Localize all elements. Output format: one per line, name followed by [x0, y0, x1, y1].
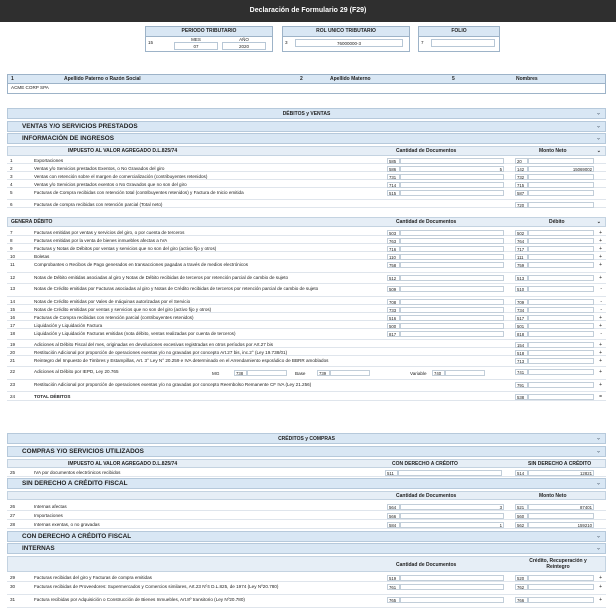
code-box: 521: [515, 504, 528, 510]
row-number: 21: [10, 358, 16, 363]
code-box: 509: [387, 286, 400, 292]
code-box: 731: [387, 174, 400, 180]
sign-indicator: +: [599, 315, 602, 321]
row-number: 4: [10, 182, 13, 187]
sign-indicator: +: [599, 275, 602, 281]
quantity-field[interactable]: [400, 286, 504, 292]
amount-field[interactable]: [528, 584, 594, 590]
row-number: 3: [10, 174, 13, 179]
row-description: Internas exentas, o no gravadas: [34, 522, 100, 527]
form-row: [7, 321, 606, 329]
quantity-field[interactable]: [400, 275, 504, 281]
folio-box: [418, 26, 500, 52]
code-box: 512: [387, 275, 400, 281]
con-derecho-title: CON DERECHO A CRÉDITO FISCAL: [22, 533, 132, 540]
sin-derecho-header: SIN DERECHO A CRÉDITO: [528, 461, 592, 467]
sin-derecho-header-row: [7, 491, 606, 500]
folio-code: 7: [421, 40, 424, 45]
amount-field[interactable]: [528, 597, 594, 603]
sign-indicator: +: [599, 350, 602, 356]
window-title: Declaración de Formulario 29 (F29): [0, 0, 616, 22]
form-row: [7, 172, 606, 180]
code-box: 734: [515, 307, 528, 313]
rol-title: ROL UNICO TRIBUTARIO: [283, 27, 409, 37]
sign-indicator: +: [599, 342, 602, 348]
code-box: 759: [515, 262, 528, 268]
row-number: 12: [10, 275, 16, 280]
code-box: 758: [387, 262, 400, 268]
iepd-field[interactable]: [247, 370, 287, 376]
row-number: 6: [10, 202, 13, 207]
form-row: [7, 348, 606, 356]
code-box: 732: [515, 174, 528, 180]
form-row: [7, 502, 606, 511]
internas-header-row: [7, 556, 606, 572]
code-box: 503: [387, 230, 400, 236]
form-row: [7, 340, 606, 348]
code-box: 510: [515, 286, 528, 292]
chevron-down-icon[interactable]: ⌄: [596, 219, 601, 225]
iepd-field[interactable]: [445, 370, 485, 376]
code2: 2: [300, 76, 303, 82]
row-description: Facturas emitidas por ventas y servicios del giro, o por cuenta de terceros: [34, 230, 185, 235]
amount-field[interactable]: [528, 286, 594, 292]
row-description: Boletas: [34, 254, 50, 259]
code-box: 708: [387, 299, 400, 305]
row-description: Ventas con retención sobre el margen de comercialización (contribuyentes retenidos): [34, 174, 208, 179]
razon-social-value[interactable]: ACME CORP SPA: [11, 85, 49, 90]
code-box: 520: [515, 575, 528, 581]
sign-indicator: =: [599, 394, 602, 400]
chevron-down-icon[interactable]: ⌄: [595, 448, 601, 454]
row-number: 26: [10, 504, 16, 509]
amount-field[interactable]: [528, 331, 594, 337]
row-number: 17: [10, 323, 16, 328]
form-row: [7, 188, 606, 200]
iva-header: IMPUESTO AL VALOR AGREGADO D.L.825/74: [68, 148, 178, 154]
sin-derecho-title: SIN DERECHO A CRÉDITO FISCAL: [22, 480, 128, 487]
contribuyente-box: [7, 74, 606, 94]
genera-cant-header: Cantidad de Documentos: [396, 219, 457, 225]
row-number: 7: [10, 230, 13, 235]
row-number: 23: [10, 382, 16, 387]
code-box: 518: [515, 350, 528, 356]
periodo-tributario: [145, 26, 273, 52]
form-row: [7, 164, 606, 172]
creditos-iva-header: [7, 459, 606, 468]
row-number: 29: [10, 575, 16, 580]
label-nombres: Nombres: [516, 76, 538, 82]
sin-monto-header: Monto Neto: [539, 493, 567, 499]
quantity-field[interactable]: [400, 575, 504, 581]
iepd-field[interactable]: [330, 370, 370, 376]
code-box: 562: [515, 522, 528, 528]
code5: 5: [452, 76, 455, 82]
debito-header: Débito: [549, 219, 565, 225]
form-row: [7, 273, 606, 284]
iva-sin-derecho-field[interactable]: 12821: [528, 470, 594, 476]
code-box: 511: [385, 470, 398, 476]
form-row: [7, 367, 606, 380]
code-box: 764: [515, 238, 528, 244]
amount-field[interactable]: [528, 358, 594, 364]
code-box: 818: [515, 331, 528, 337]
row-description: Adiciones al Débito por IEPD, Ley 20.765: [34, 369, 119, 374]
mes-label: MES: [191, 37, 201, 42]
row-description: Restitución Adicional por proporción de operaciones exentas y/o no gravadas por concepto Art.27 bis, inc.2° (Ley 19.738/01): [34, 350, 288, 355]
form-row: [7, 284, 606, 297]
sign-indicator: +: [599, 369, 602, 375]
amount-field[interactable]: [528, 575, 594, 581]
code-box: 738: [234, 370, 247, 376]
code-box: 110: [387, 254, 400, 260]
form-row: [7, 305, 606, 313]
sign-indicator: +: [599, 238, 602, 244]
sign-indicator: +: [599, 246, 602, 252]
form-row: [7, 236, 606, 244]
amount-field[interactable]: [528, 275, 594, 281]
row-description: Facturas emitidas por la venta de bienes inmuebles afectas a IVA: [34, 238, 168, 243]
form-row: [7, 356, 606, 367]
int-cant-header: Cantidad de Documentos: [396, 562, 457, 568]
form-row: [7, 329, 606, 340]
form-row: [7, 297, 606, 305]
row-description: Facturas de Compra recibidas con retención parcial (contribuyentes retenidos): [34, 315, 194, 320]
form-row: [7, 380, 606, 392]
form-row: [7, 392, 606, 401]
code-box: 740: [432, 370, 445, 376]
amount-field[interactable]: 159210: [528, 522, 594, 528]
code-box: 584: [387, 522, 400, 528]
chevron-down-icon[interactable]: ⌄: [595, 110, 601, 116]
chevron-down-icon[interactable]: ⌄: [595, 435, 601, 441]
quantity-field[interactable]: [400, 513, 504, 519]
amount-field[interactable]: [528, 513, 594, 519]
row-description: Factura recibidas por Adquisición o Construcción de Bienes Inmuebles, Art.8º transitorio (Ley Nº20.780): [34, 597, 245, 602]
sin-derecho-section[interactable]: [7, 478, 606, 489]
sign-indicator: +: [599, 382, 602, 388]
row-description: Exportaciones: [34, 158, 64, 163]
quantity-field[interactable]: [400, 584, 504, 590]
code-box: 566: [387, 513, 400, 519]
row-number: 20: [10, 350, 16, 355]
row-description: Importaciones: [34, 513, 63, 518]
row-number: 9: [10, 246, 13, 251]
row-number: 11: [10, 262, 15, 267]
monto-header: Monto Neto: [539, 148, 567, 154]
code-box: 739: [317, 370, 330, 376]
code-box: 817: [387, 331, 400, 337]
code1: 1: [11, 76, 14, 82]
row-number: 16: [10, 315, 16, 320]
sign-indicator: -: [600, 299, 602, 305]
mes-field[interactable]: 07: [174, 42, 218, 50]
info-ingresos-section[interactable]: [7, 133, 606, 144]
rut-field[interactable]: 76000000-3: [295, 39, 403, 47]
rol-code: 3: [285, 40, 288, 45]
row-number: 31: [10, 597, 16, 602]
quantity-field[interactable]: [400, 190, 504, 196]
row-number: 30: [10, 584, 16, 589]
sign-indicator: +: [599, 230, 602, 236]
row-description: Ventas y/o Servicios prestados exentos o No Gravados que no son del giro: [34, 182, 187, 187]
label-razon-social: Apellido Paterno o Razón Social: [64, 76, 141, 82]
form-row: [7, 582, 606, 595]
genera-header: GENERA DÉBITO: [11, 219, 53, 225]
folio-field[interactable]: [431, 39, 495, 47]
sign-indicator: +: [599, 323, 602, 329]
chevron-down-icon[interactable]: ⌄: [595, 135, 601, 141]
anio-label: AÑO: [239, 37, 249, 42]
code-box: 154: [515, 342, 528, 348]
creditos-title-bar[interactable]: [7, 433, 606, 444]
cant-header: Cantidad de Documentos: [396, 148, 457, 154]
row-number: 18: [10, 331, 16, 336]
debitos-title-bar[interactable]: [7, 108, 606, 119]
code-box: 791: [515, 382, 528, 388]
creditos-iva-title: IMPUESTO AL VALOR AGREGADO D.L.825/74: [68, 461, 178, 467]
amount-field[interactable]: [528, 394, 594, 400]
periodo-title: PERIODO TRIBUTARIO: [146, 27, 272, 37]
row-description: Notas de Débito emitidas asociadas al giro y Notas de Débito recibidas de terceros por retención parcial de cambio de sujeto: [34, 275, 289, 280]
quantity-field[interactable]: [400, 331, 504, 337]
row-number: 22: [10, 369, 16, 374]
row-number: 10: [10, 254, 16, 259]
row-number: 13: [10, 286, 16, 291]
form-row: [7, 573, 606, 582]
code-box: 519: [387, 575, 400, 581]
row-description: Facturas y Notas de Débitos por ventas y servicios que no son del giro (activo fijo y otros): [34, 246, 217, 251]
code-box: 20: [515, 158, 528, 164]
periodo-code: 15: [148, 40, 154, 45]
row-description: Notas de Crédito emitidas por ventas y servicios que no son del giro (activo fijo y otros): [34, 307, 212, 312]
label-apellido-materno: Apellido Materno: [330, 76, 371, 82]
code-box: 514: [515, 470, 528, 476]
code-box: 587: [515, 190, 528, 196]
code-box: 500: [387, 323, 400, 329]
chevron-down-icon[interactable]: ⌄: [596, 148, 601, 154]
code-box: 516: [387, 315, 400, 321]
row-number: 27: [10, 513, 16, 518]
code-box: 586: [387, 166, 400, 172]
code-box: 761: [387, 584, 400, 590]
quantity-field[interactable]: [400, 597, 504, 603]
row-number: 5: [10, 190, 13, 195]
sign-indicator: +: [599, 358, 602, 364]
code-box: 713: [515, 358, 528, 364]
sign-indicator: -: [600, 331, 602, 337]
amount-field[interactable]: [528, 190, 594, 196]
amount-field[interactable]: [528, 382, 594, 388]
row-description: Facturas recibidas del giro y Facturas de compra emitidas: [34, 575, 152, 580]
row-description: TOTAL DÉBITOS: [34, 394, 71, 399]
row-number: 8: [10, 238, 13, 243]
form-row: [7, 511, 606, 520]
code-box: 502: [515, 230, 528, 236]
form-row: [7, 200, 606, 208]
int-credito-header: Crédito, Recuperación y Reintegro: [529, 558, 587, 570]
sign-indicator: +: [599, 254, 602, 260]
chevron-down-icon[interactable]: ⌄: [595, 123, 601, 129]
ventas-title: VENTAS Y/O SERVICIOS PRESTADOS: [22, 123, 138, 130]
folio-title: FOLIO: [419, 27, 499, 37]
amount-field[interactable]: 87401: [528, 504, 594, 510]
code-box: 517: [515, 315, 528, 321]
row-number: 28: [10, 522, 16, 527]
form-row: [7, 468, 606, 477]
row-description: Restitución Adicional por proporción de operaciones exentas y/o no gravadas por concepto Reembolso Remanente CF IVA (Ley 21.256): [34, 382, 312, 387]
code-box: 538: [515, 394, 528, 400]
code-box: 766: [515, 597, 528, 603]
chevron-down-icon[interactable]: ⌄: [595, 480, 601, 486]
row-description: Notas de Crédito emitidas por Facturas asociadas al giro y Notas de Crédito recibidas de terceros por retención parcial de cambio de sujeto: [34, 286, 319, 291]
code-box: 142: [515, 166, 528, 172]
form-row: [7, 244, 606, 252]
anio-field[interactable]: 2020: [222, 42, 266, 50]
creditos-title: CRÉDITOS y COMPRAS: [278, 436, 335, 442]
code-box: 501: [515, 323, 528, 329]
code-box: 560: [515, 513, 528, 519]
form-row: [7, 313, 606, 321]
sign-indicator: +: [599, 262, 602, 268]
code-box: 714: [387, 182, 400, 188]
row-description: Ventas y/o Servicios prestados Exentos, o No Gravados del giro: [34, 166, 165, 171]
sin-cant-header: Cantidad de Documentos: [396, 493, 457, 499]
amount-field[interactable]: [528, 202, 594, 208]
amount-field[interactable]: [528, 369, 594, 375]
internas-section[interactable]: [7, 543, 606, 554]
code-box: 763: [387, 238, 400, 244]
row-number: 25: [10, 470, 16, 475]
quantity-field[interactable]: 1: [400, 522, 504, 528]
row-description: Liquidación y Liquidación Facturas emitidas (nota débito, ventas realizadas por cuenta de terceros): [34, 331, 236, 336]
row-description: Facturas recibidas de Proveedores: Supermercados y Comercios similares, Art.23 Nº4 D.L.825, de 1974 (Ley Nº20.780): [34, 584, 279, 589]
sign-indicator: +: [599, 575, 602, 581]
code-box: 513: [515, 275, 528, 281]
code-box: 564: [387, 504, 400, 510]
quantity-field[interactable]: 3: [400, 504, 504, 510]
row-description: Internas afectas: [34, 504, 67, 509]
row-number: 24: [10, 394, 16, 399]
iepd-label: MG: [212, 371, 220, 376]
chevron-down-icon[interactable]: ⌄: [595, 545, 601, 551]
row-description: Facturas de compra recibidas con retención parcial (Total neto): [34, 202, 163, 207]
code-box: 733: [387, 307, 400, 313]
code-box: 716: [387, 246, 400, 252]
amount-field[interactable]: 15069002: [528, 166, 594, 172]
iepd-label: Variable: [410, 371, 427, 376]
code-box: 111: [515, 254, 528, 260]
contribuyente-header: [8, 75, 605, 84]
code-box: 515: [387, 190, 400, 196]
row-description: Facturas de Compra recibidas con retención total (contribuyentes retenidos) y Factura de Inicio emitida: [34, 190, 244, 195]
row-number: 14: [10, 299, 16, 304]
form-row: [7, 260, 606, 273]
quantity-field[interactable]: [400, 262, 504, 268]
compras-title: COMPRAS Y/O SERVICIOS UTILIZADOS: [22, 448, 144, 455]
row-description: Adiciones al Débito Fiscal del mes, originadas en devoluciones excesivas registradas en otros períodos por Art.27 bis: [34, 342, 274, 347]
code-box: 762: [515, 584, 528, 590]
row-number: 19: [10, 342, 16, 347]
row-description: Liquidación y Liquidación Factura: [34, 323, 103, 328]
row-description: Notas de Crédito emitidas por Vales de máquinas autorizadas por el Servicio: [34, 299, 191, 304]
debitos-title: DÉBITOS y VENTAS: [282, 111, 331, 117]
internas-title: INTERNAS: [22, 545, 55, 552]
row-number: 2: [10, 166, 13, 171]
info-ingresos-title: INFORMACIÓN DE INGRESOS: [22, 135, 114, 142]
iva-con-derecho-field[interactable]: [398, 470, 502, 476]
quantity-field[interactable]: 5: [400, 166, 504, 172]
row-number: 15: [10, 307, 16, 312]
code-box: 715: [515, 182, 528, 188]
row-description: Reintegro del Impuesto de Timbres y Estampillas, Art. 3° Ley N° 20.259 e IVA determinado en el Arrendamiento esporádico de BBRR amoblados: [34, 358, 329, 363]
sign-indicator: -: [600, 307, 602, 313]
con-derecho-header: CON DERECHO A CRÉDITO: [392, 461, 458, 467]
code-box: 585: [387, 158, 400, 164]
form-row: [7, 180, 606, 188]
code-box: 717: [515, 246, 528, 252]
form-row: [7, 520, 606, 529]
row-description: IVA por documentos electrónicos recibidos: [34, 470, 121, 475]
sign-indicator: -: [600, 286, 602, 292]
sign-indicator: +: [599, 584, 602, 590]
form-row: [7, 228, 606, 236]
amount-field[interactable]: [528, 262, 594, 268]
code-box: 709: [515, 299, 528, 305]
iva-header-row: [7, 146, 606, 156]
compras-section[interactable]: [7, 446, 606, 457]
row-number: 1: [10, 158, 13, 163]
code-box: 720: [515, 202, 528, 208]
iepd-label: Base: [295, 371, 306, 376]
row-description: Comprobantes o Recibos de Pago generados en transacciones pagadas a través de medios electrónicos: [34, 262, 248, 267]
form-row: [7, 156, 606, 164]
con-derecho-section[interactable]: [7, 531, 606, 542]
chevron-down-icon[interactable]: ⌄: [595, 533, 601, 539]
rol-unico-tributario: [282, 26, 410, 52]
code-box: 765: [387, 597, 400, 603]
genera-debito-header: [7, 217, 606, 227]
ventas-section[interactable]: [7, 121, 606, 132]
sign-indicator: +: [599, 597, 602, 603]
form-row: [7, 595, 606, 608]
form-row: [7, 252, 606, 260]
code-box: 741: [515, 369, 528, 375]
